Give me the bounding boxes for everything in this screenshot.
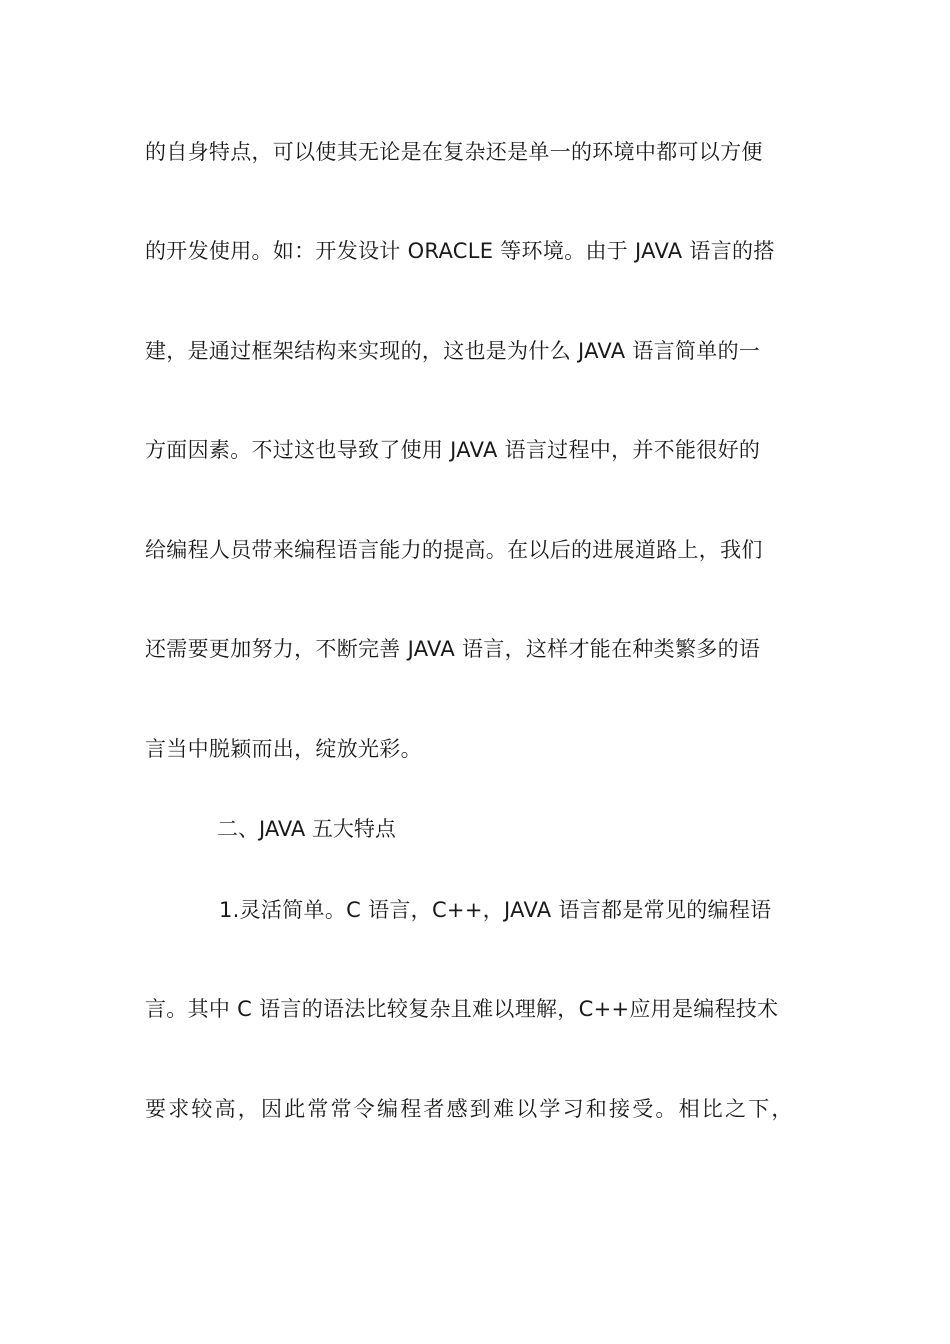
paragraph-line: 的开发使用。如：开发设计 ORACLE 等环境。由于 JAVA 语言的搭	[145, 239, 775, 263]
paragraph-line: 方面因素。不过这也导致了使用 JAVA 语言过程中，并不能很好的	[145, 438, 761, 462]
section-heading: 二、JAVA 五大特点	[217, 817, 396, 841]
paragraph-line: 言。其中 C 语言的语法比较复杂且难以理解，C++应用是编程技术	[145, 997, 779, 1021]
paragraph-line: 的自身特点，可以使其无论是在复杂还是单一的环境中都可以方便	[145, 140, 763, 164]
paragraph-line: 言当中脱颖而出，绽放光彩。	[145, 737, 422, 761]
paragraph-line: 还需要更加努力，不断完善 JAVA 语言，这样才能在种类繁多的语	[145, 637, 761, 661]
paragraph-line: 给编程人员带来编程语言能力的提高。在以后的进展道路上，我们	[145, 538, 763, 562]
paragraph-line: 建，是通过框架结构来实现的，这也是为什么 JAVA 语言简单的一	[145, 339, 761, 363]
paragraph-line: 要求较高，因此常常令编程者感到难以学习和接受。相比之下，	[145, 1097, 795, 1121]
paragraph-first-line: 1.灵活简单。C 语言，C++，JAVA 语言都是常见的编程语	[219, 898, 772, 922]
